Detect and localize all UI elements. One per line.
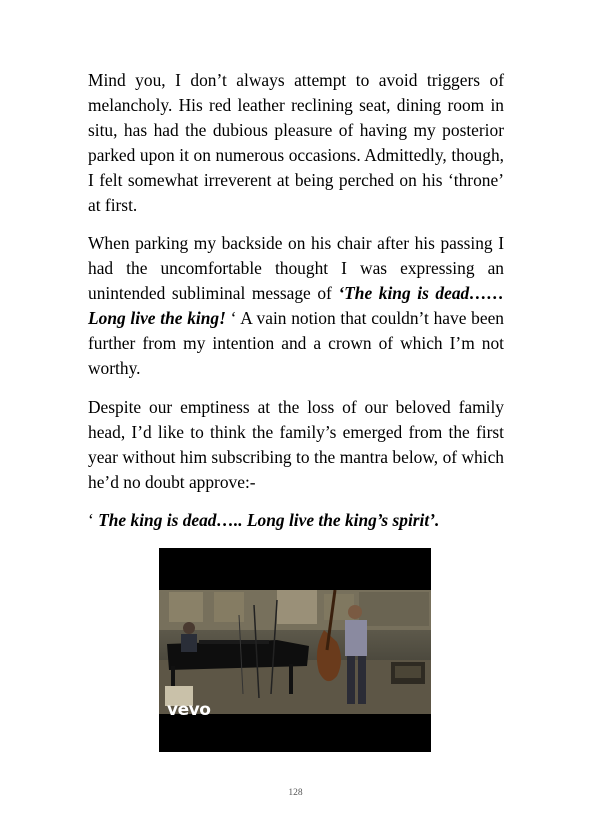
closing-quote-text: The king is dead….. Long live the king’s spirit’.	[98, 510, 440, 530]
paragraph-1: Mind you, I don’t always attempt to avoid triggers of melancholy. His red leather reclining seat, dining room in situ, has had the dubious pleasure of having my posterior parked upon it on numerous occasions. Admittedly, though, I felt somewhat irreverent at being perched on his ‘throne’ at first.	[88, 70, 504, 215]
closing-quote	[88, 508, 504, 533]
vevo-logo: vevo	[167, 700, 211, 720]
video-thumbnail[interactable]	[159, 548, 431, 752]
studio-scene-image	[159, 590, 431, 714]
paragraph-3: Despite our emptiness at the loss of our beloved family head, I’d like to think the family’s emerged from the first year without him subscribing to the mantra below, of which he’d no doubt approve:-	[88, 397, 504, 492]
page-number: 128	[288, 788, 303, 798]
paragraph-2	[88, 231, 504, 380]
studio-scene-illustration	[159, 590, 431, 714]
paragraph-2-text-start: When parking my backside on his chair after his passing I had the uncomfortable thought I was expressing an unintended subliminal message of	[88, 233, 504, 303]
closing-quote-open-mark: ‘	[88, 510, 99, 530]
paragraph-2-text-end: ‘ A vain notion that couldn’t have been further from my intention and a crown of which I’m not worthy.	[88, 307, 504, 378]
quote-emphasis: ‘The king is dead…… Long live the king!	[88, 282, 504, 328]
